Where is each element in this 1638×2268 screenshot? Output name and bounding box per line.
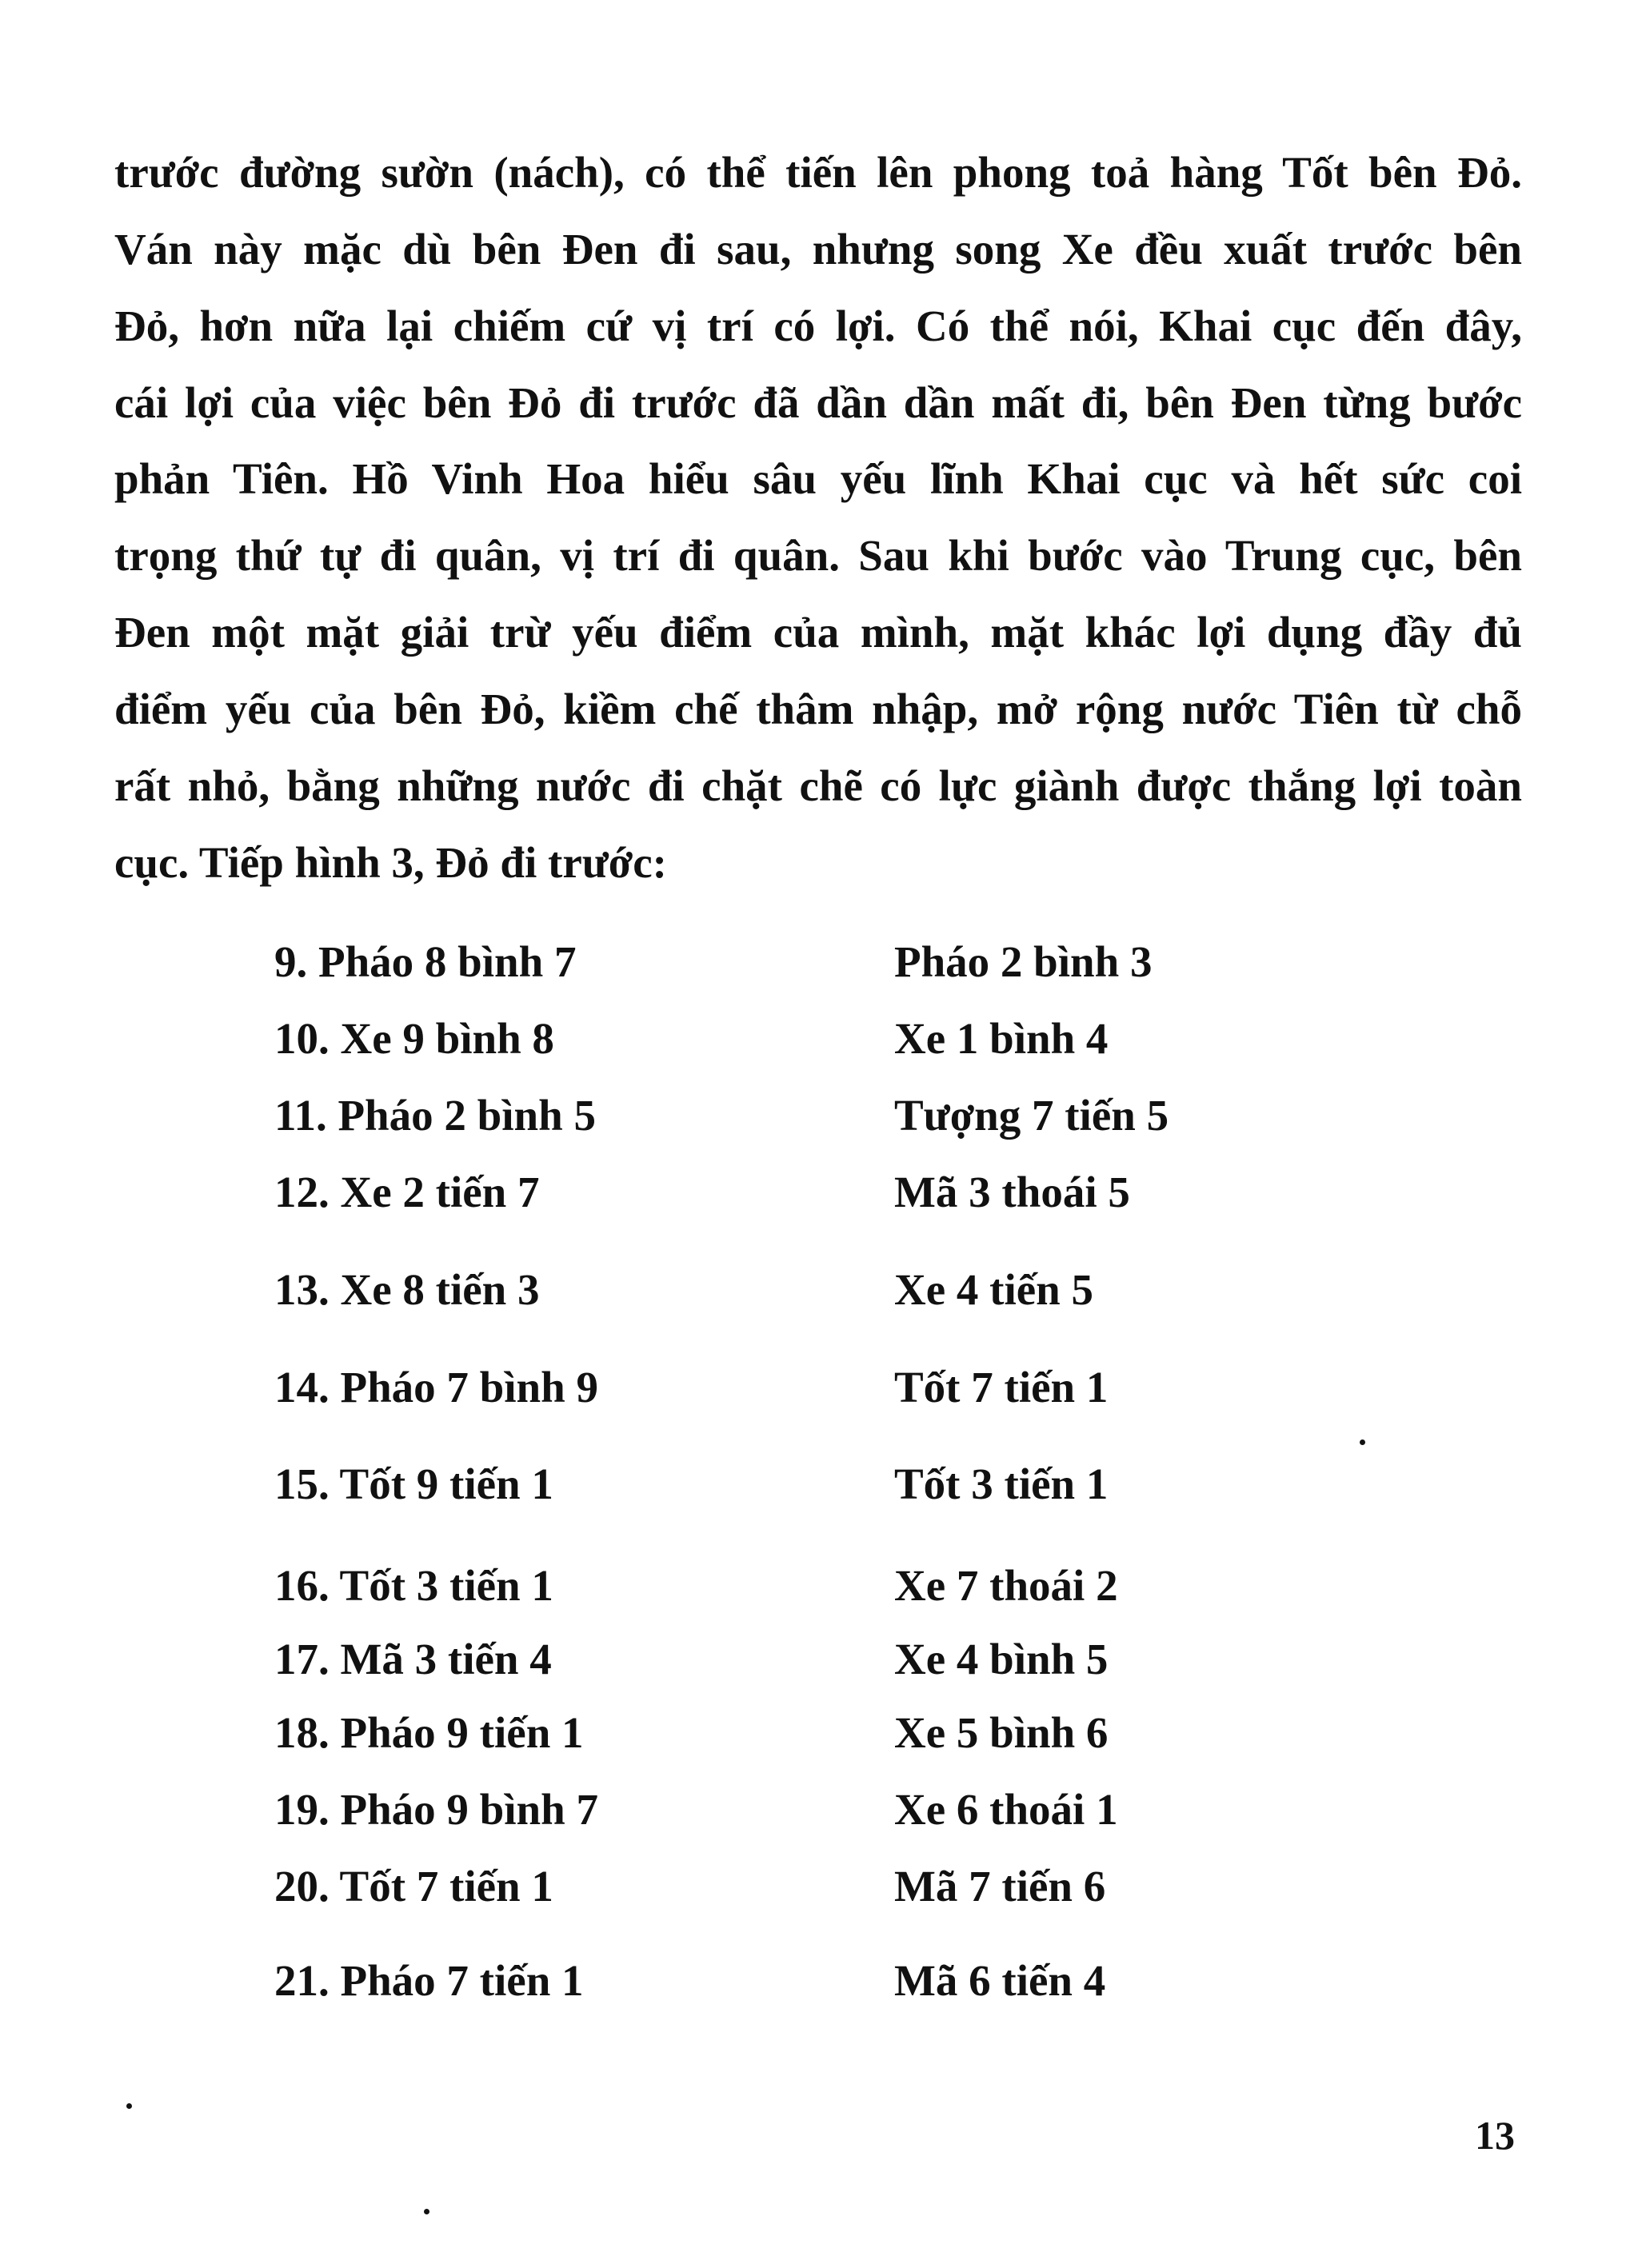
print-speck (1360, 1439, 1365, 1445)
paragraph-line: phản Tiên. Hồ Vinh Hoa hiểu sâu yếu lĩnh Khai cục và hết sức coi (114, 454, 1522, 503)
black-move: Mã 3 thoái 5 (894, 1168, 1130, 1216)
paragraph-line: cái lợi của việc bên Đỏ đi trước đã dần dần mất đi, bên Đen từng bước (114, 378, 1522, 427)
black-move: Xe 5 bình 6 (894, 1708, 1109, 1757)
red-move: 18. Pháo 9 tiến 1 (274, 1708, 584, 1757)
move-row (0, 937, 1638, 996)
black-move: Mã 6 tiến 4 (894, 1956, 1106, 2005)
paragraph-line: Đỏ, hơn nữa lại chiếm cứ vị trí có lợi. Có thể nói, Khai cục đến đây, (114, 301, 1522, 350)
red-move: 11. Pháo 2 bình 5 (274, 1091, 596, 1140)
black-move: Tượng 7 tiến 5 (894, 1091, 1169, 1140)
move-row (0, 1787, 1638, 1843)
move-row (0, 1708, 1638, 1767)
red-move: 16. Tốt 3 tiến 1 (274, 1561, 553, 1610)
red-move: 20. Tốt 7 tiến 1 (274, 1862, 553, 1911)
red-move: 21. Pháo 7 tiến 1 (274, 1956, 584, 2005)
red-move: 13. Xe 8 tiến 3 (274, 1265, 540, 1314)
black-move: Pháo 2 bình 3 (894, 937, 1153, 986)
move-row (0, 1459, 1638, 1518)
move-row (0, 1265, 1638, 1324)
red-move: 15. Tốt 9 tiến 1 (274, 1459, 553, 1508)
move-row (0, 1093, 1638, 1149)
red-move: 14. Pháo 7 bình 9 (274, 1363, 598, 1412)
black-move: Xe 6 thoái 1 (894, 1785, 1118, 1834)
paragraph-line: Đen một mặt giải trừ yếu điểm của mình, mặt khác lợi dụng đầy đủ (114, 608, 1522, 657)
move-row (0, 1956, 1638, 2014)
red-move: 9. Pháo 8 bình 7 (274, 937, 577, 986)
paragraph-line: Ván này mặc dù bên Đen đi sau, nhưng song Xe đều xuất trước bên (114, 225, 1522, 274)
move-row (0, 1365, 1638, 1421)
move-row (0, 1864, 1638, 1920)
red-move: 12. Xe 2 tiến 7 (274, 1168, 540, 1216)
paragraph-line: trước đường sườn (nách), có thể tiến lên phong toả hàng Tốt bên Đỏ. (114, 148, 1522, 197)
move-row (0, 1016, 1638, 1072)
black-move: Mã 7 tiến 6 (894, 1862, 1106, 1911)
move-row (0, 1170, 1638, 1226)
paragraph-line: rất nhỏ, bằng những nước đi chặt chẽ có lực giành được thắng lợi toàn (114, 761, 1522, 810)
black-move: Xe 4 tiến 5 (894, 1265, 1093, 1314)
move-row (0, 1637, 1638, 1693)
paragraph-line: cục. Tiếp hình 3, Đỏ đi trước: (114, 838, 667, 887)
black-move: Tốt 7 tiến 1 (894, 1363, 1109, 1412)
black-move: Tốt 3 tiến 1 (894, 1459, 1109, 1508)
move-row (0, 1563, 1638, 1619)
page-number: 13 (1475, 2113, 1515, 2158)
red-move: 19. Pháo 9 bình 7 (274, 1785, 598, 1834)
paragraph-line: điểm yếu của bên Đỏ, kiềm chế thâm nhập, mở rộng nước Tiên từ chỗ (114, 685, 1522, 733)
print-speck (126, 2103, 132, 2109)
black-move: Xe 4 bình 5 (894, 1635, 1109, 1683)
black-move: Xe 1 bình 4 (894, 1014, 1109, 1063)
red-move: 17. Mã 3 tiến 4 (274, 1635, 552, 1683)
red-move: 10. Xe 9 bình 8 (274, 1014, 554, 1063)
black-move: Xe 7 thoái 2 (894, 1561, 1118, 1610)
paragraph-line: trọng thứ tự đi quân, vị trí đi quân. Sau khi bước vào Trung cục, bên (114, 531, 1522, 580)
print-speck (424, 2209, 429, 2214)
